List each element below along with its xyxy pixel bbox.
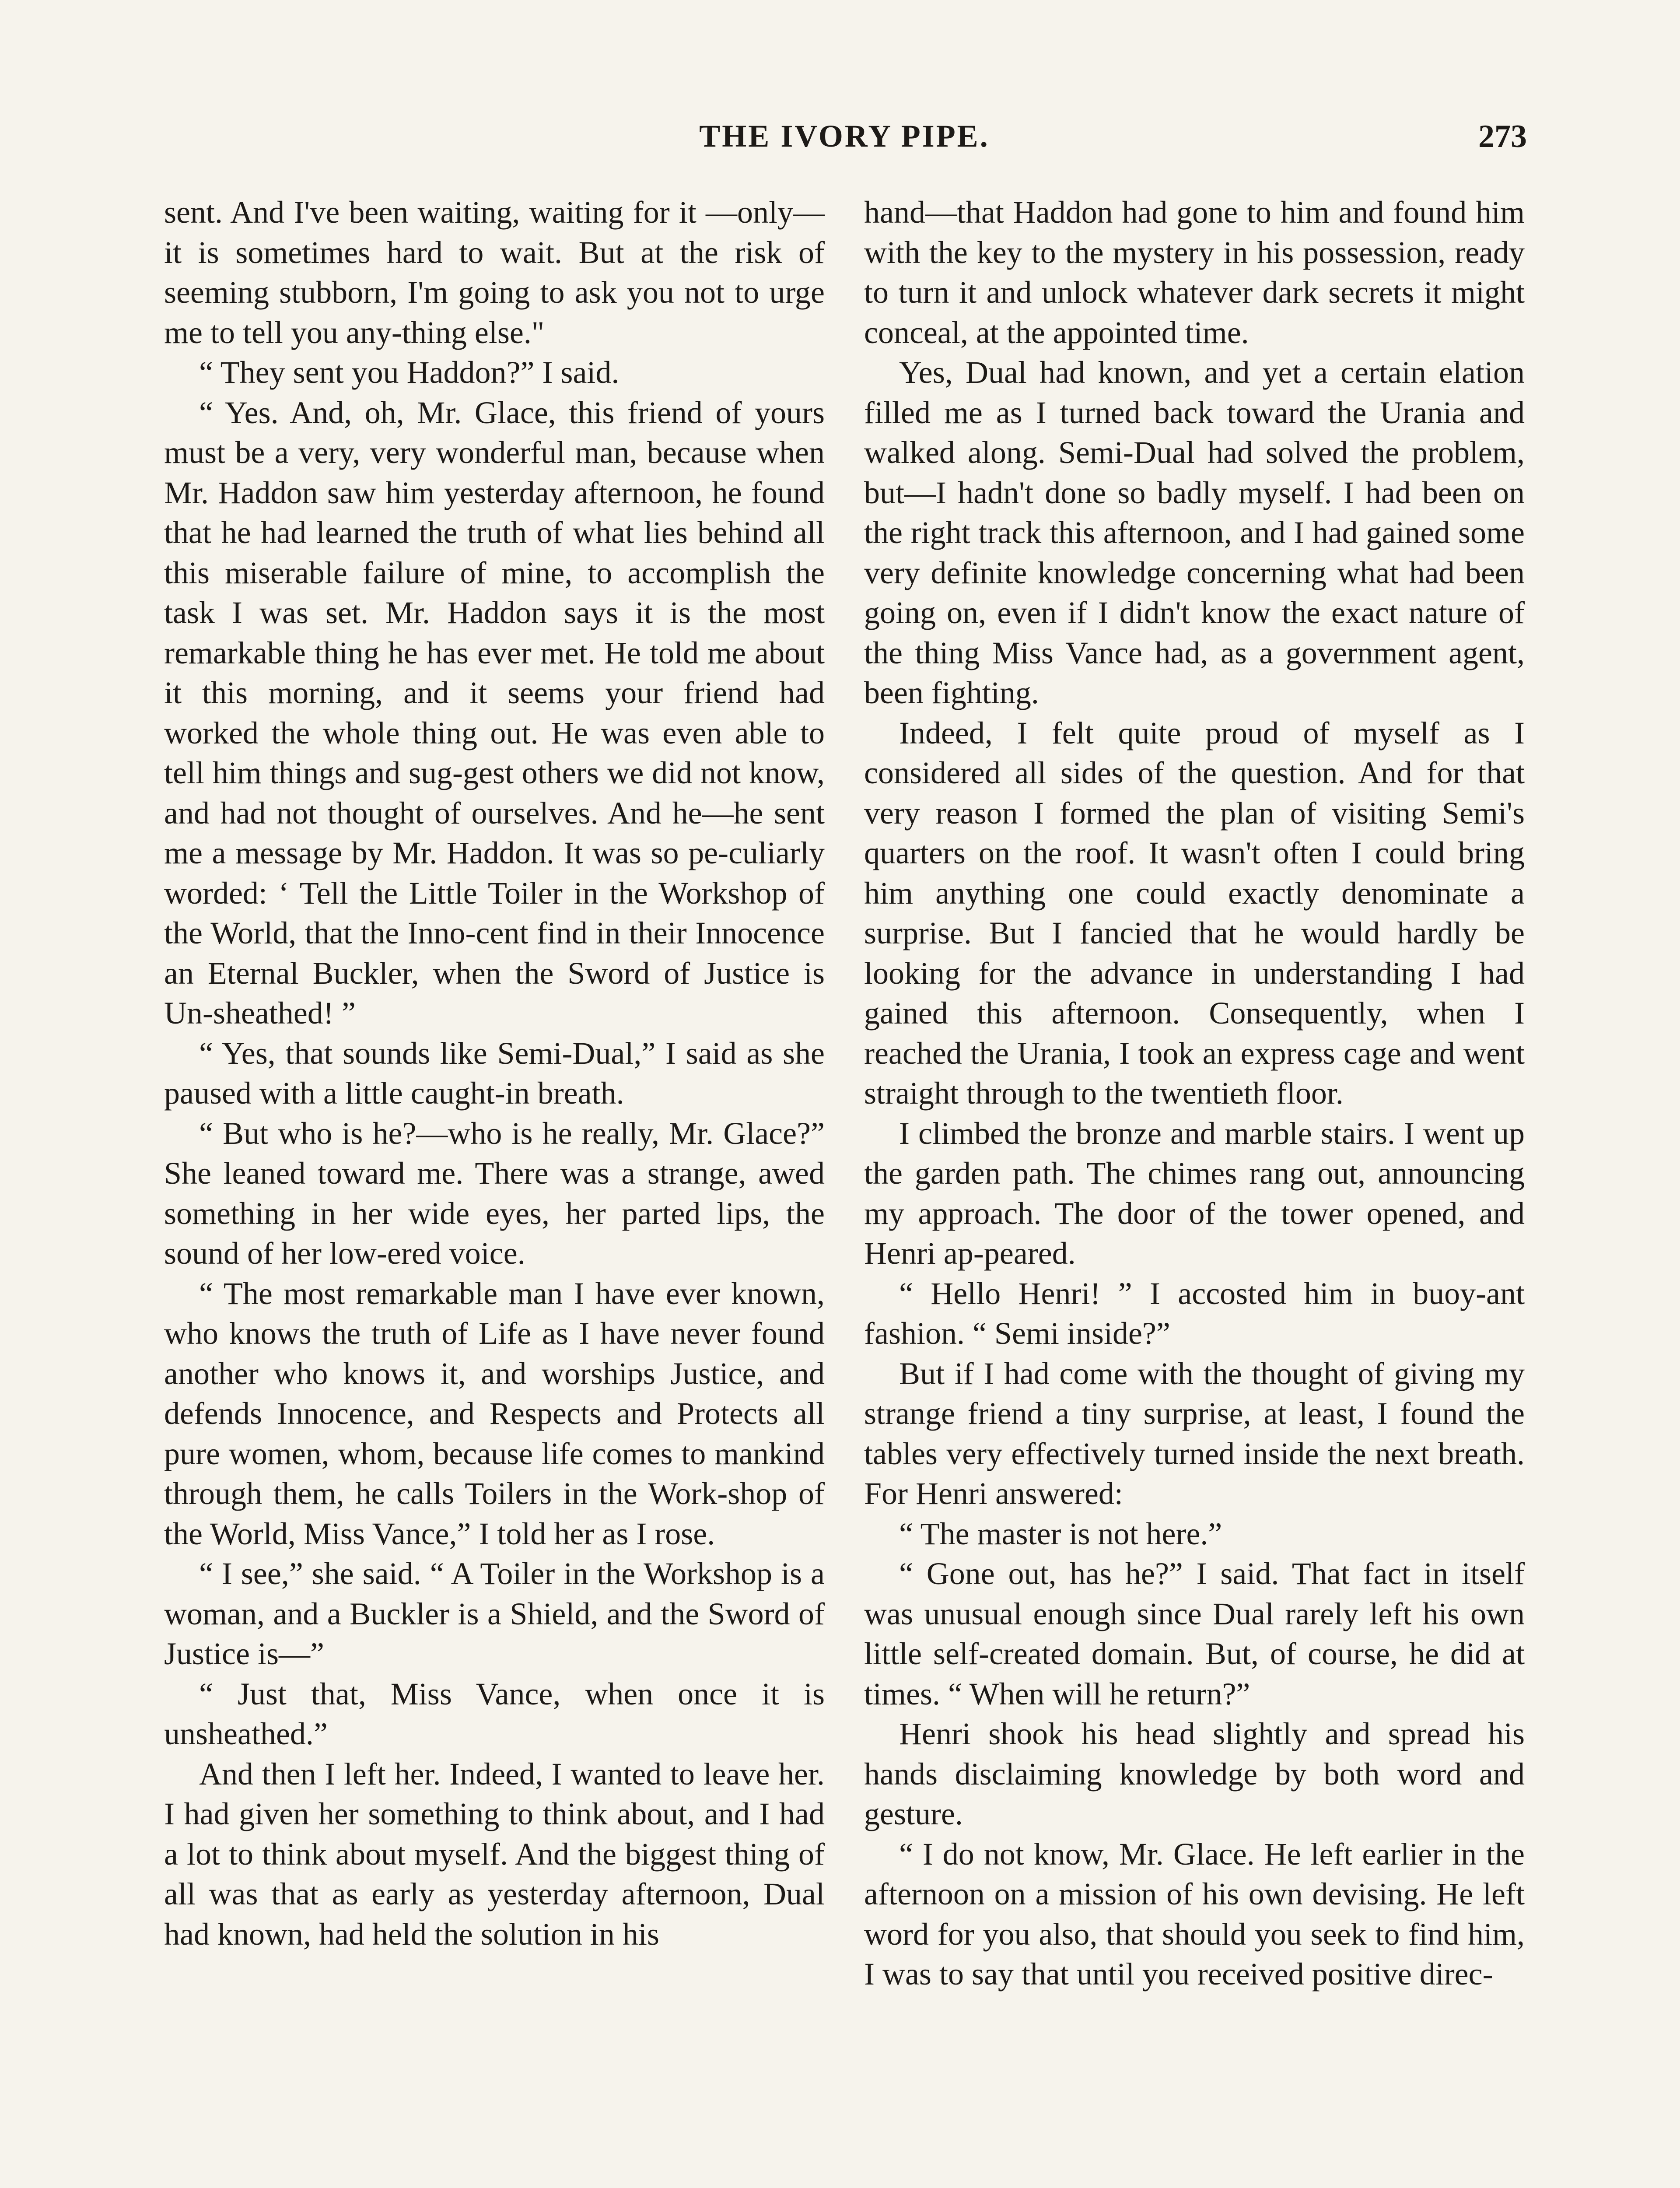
right-column xyxy=(864,193,1525,1995)
paragraph: “ The master is not here.” xyxy=(899,1516,1222,1551)
running-head: THE IVORY PIPE. xyxy=(699,119,990,154)
paragraph: “ I do not know, Mr. Glace. He left earlier in the afternoon on a mission of his own devising. He left word for you also, that should you seek to find him, I was to say that until you received positive direc- xyxy=(864,1836,1525,1992)
paragraph: I climbed the bronze and marble stairs. I went up the garden path. The chimes rang out, announcing my approach. The door of the tower opened, and Henri ap-peared. xyxy=(864,1115,1525,1271)
paragraph: But if I had come with the thought of giving my strange friend a tiny surprise, at least, I found the tables very effectively turned inside the next breath. For Henri answered: xyxy=(864,1356,1525,1511)
left-column xyxy=(164,193,825,1954)
paragraph: “ Hello Henri! ” I accosted him in buoy-ant fashion. “ Semi inside?” xyxy=(864,1276,1525,1351)
paragraph: “ The most remarkable man I have ever known, who knows the truth of Life as I have never found another who knows it, and worships Justice, and defends Innocence, and Respects and Protects all pure women, whom, because life comes to mankind through them, he calls Toilers in the Work-shop of the World, Miss Vance,” I told her as I rose. xyxy=(164,1276,825,1551)
paragraph: “ Yes. And, oh, Mr. Glace, this friend of yours must be a very, very wonderful man, because when Mr. Haddon saw him yesterday afternoon, he found that he had learned the truth of what lies behind all this miserable failure of mine, to accomplish the task I was set. Mr. Haddon says it is the most remarkable thing he has ever met. He told me about it this morning, and it seems your friend had worked the whole thing out. He was even able to tell him things and sug-gest others we did not know, and had not thought of ourselves. And he—he sent me a message by Mr. Haddon. It was so pe-culiarly worded: ‘ Tell the Little Toiler in the Workshop of the World, that the Inno-cent find in their Innocence an Eternal Buckler, when the Sword of Justice is Un-sheathed! ” xyxy=(164,395,825,1031)
paragraph: “ But who is he?—who is he really, Mr. Glace?” She leaned toward me. There was a strange, awed something in her wide eyes, her parted lips, the sound of her low-ered voice. xyxy=(164,1115,825,1271)
paragraph: sent. And I've been waiting, waiting for it —only—it is sometimes hard to wait. But at the risk of seeming stubborn, I'm going to ask you not to urge me to tell you any-thing else." xyxy=(164,195,825,350)
paragraph: Indeed, I felt quite proud of myself as I considered all sides of the question. And for that very reason I formed the plan of visiting Semi's quarters on the roof. It wasn't often I could bring him anything one could exactly denominate a surprise. But I fancied that he would hardly be looking for the advance in understanding I had gained this afternoon. Consequently, when I reached the Urania, I took an express cage and went straight through to the twentieth floor. xyxy=(864,715,1525,1111)
paragraph: “ I see,” she said. “ A Toiler in the Workshop is a woman, and a Buckler is a Shield, and the Sword of Justice is—” xyxy=(164,1556,825,1671)
paragraph: “ They sent you Haddon?” I said. xyxy=(199,355,620,390)
paragraph: Yes, Dual had known, and yet a certain elation filled me as I turned back toward the Urania and walked along. Semi-Dual had solved the problem, but—I hadn't done so badly myself. I had been on the right track this afternoon, and I had gained some very definite knowledge concerning what had been going on, even if I didn't know the exact nature of the thing Miss Vance had, as a government agent, been fighting. xyxy=(864,355,1525,710)
page-number: 273 xyxy=(1478,119,1527,154)
paragraph: hand—that Haddon had gone to him and found him with the key to the mystery in his possession, ready to turn it and unlock whatever dark secrets it might conceal, at the appointed time. xyxy=(864,195,1525,350)
paragraph: Henri shook his head slightly and spread his hands disclaiming knowledge by both word and gesture. xyxy=(864,1716,1525,1831)
paragraph: “ Gone out, has he?” I said. That fact in itself was unusual enough since Dual rarely left his own little self-created domain. But, of course, he did at times. “ When will he return?” xyxy=(864,1556,1525,1711)
paragraph: And then I left her. Indeed, I wanted to leave her. I had given her something to think about, and I had a lot to think about myself. And the biggest thing of all was that as early as yesterday afternoon, Dual had known, had held the solution in his xyxy=(164,1756,825,1952)
page-header xyxy=(162,118,1527,166)
paragraph: “ Yes, that sounds like Semi-Dual,” I said as she paused with a little caught-in breath. xyxy=(164,1035,825,1111)
paragraph: “ Just that, Miss Vance, when once it is unsheathed.” xyxy=(164,1676,825,1751)
